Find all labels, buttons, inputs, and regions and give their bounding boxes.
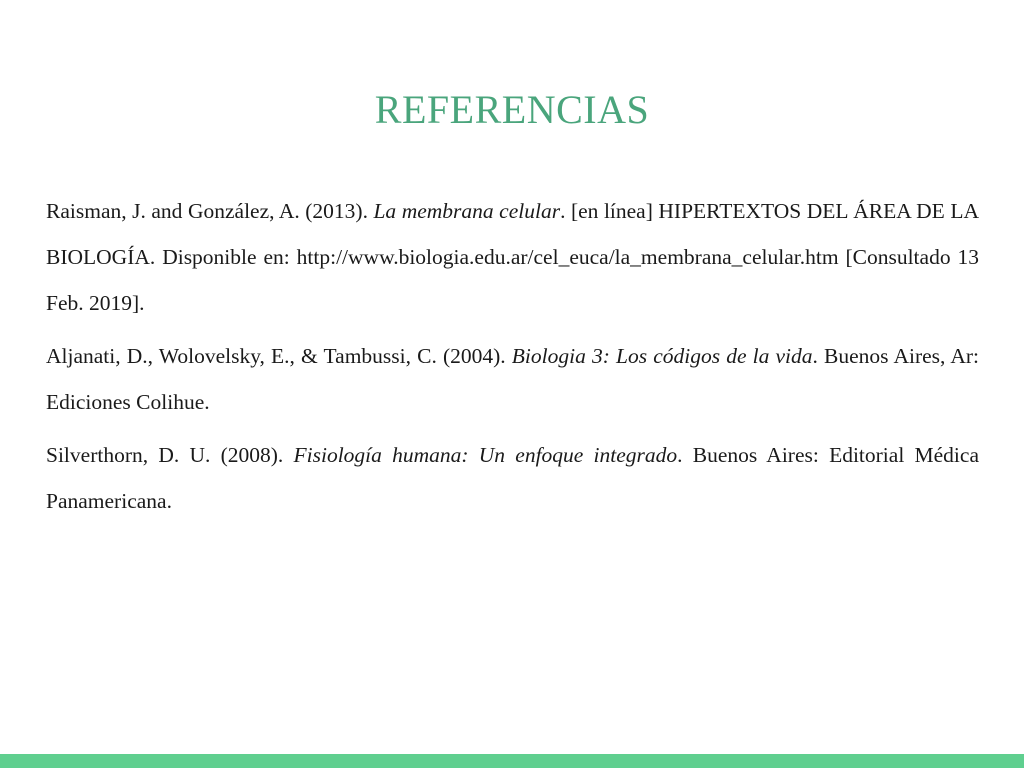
reference-item xyxy=(46,432,979,524)
reference-list xyxy=(46,188,979,531)
bottom-accent-bar xyxy=(0,754,1024,768)
reference-source: . Buenos Aires: Editorial Médica Panamericana. xyxy=(46,443,979,513)
reference-title: Biologia 3: Los códigos de la vida xyxy=(511,344,813,368)
reference-item xyxy=(46,188,979,326)
reference-title: Fisiología humana: Un enfoque integrado xyxy=(293,443,678,467)
reference-authors-date: Silverthorn, D. U. (2008). xyxy=(46,443,294,467)
reference-source: . [en línea] HIPERTEXTOS DEL ÁREA DE LA BIOLOGÍA. Disponible en: http://www.biologia.edu.ar/cel_euca/la_membrana_celular.htm [Consultado 13 Feb. 2019]. xyxy=(46,199,979,315)
reference-authors-date: Aljanati, D., Wolovelsky, E., & Tambussi, C. (2004). xyxy=(46,344,512,368)
reference-title: La membrana celular xyxy=(373,199,561,223)
reference-item xyxy=(46,333,979,425)
slide-title: REFERENCIAS xyxy=(374,87,650,132)
reference-authors-date: Raisman, J. and González, A. (2013). xyxy=(46,199,374,223)
reference-source: . Buenos Aires, Ar: Ediciones Colihue. xyxy=(46,344,979,414)
